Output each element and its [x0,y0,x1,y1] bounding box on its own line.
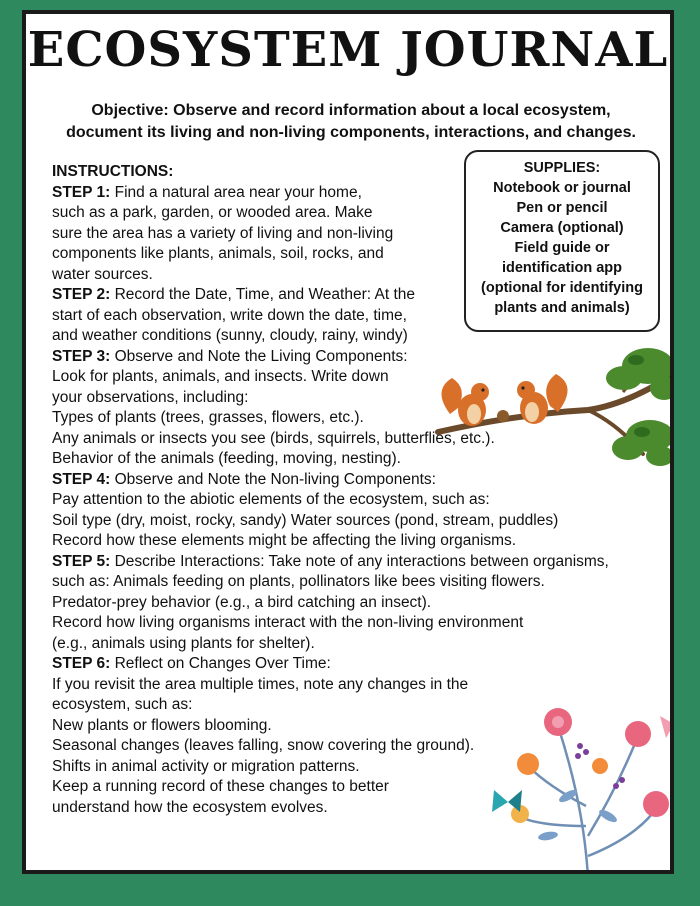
butterfly-icon [660,716,674,738]
step-text: Types of plants (trees, grasses, flowers, etc.). [52,409,364,426]
instruction-line [52,593,662,614]
step-text: Record the Date, Time, and Weather: At the [110,286,416,303]
supplies-item: plants and animals) [494,300,630,316]
step-text: Find a natural area near your home, [110,183,362,201]
step-text: (e.g., animals using plants for shelter). [52,634,315,652]
step-text: start of each observation, write down the date, time, [52,306,407,324]
acorn-icon [497,410,509,422]
instruction-line [52,531,662,552]
page-title: ECOSYSTEM JOURNAL [27,22,669,78]
step-text: Look for plants, animals, and insects. Write down [52,368,389,385]
instructions-heading: INSTRUCTIONS: [52,163,174,180]
supplies-heading: SUPPLIES: [523,160,601,176]
step-label: STEP 2: [52,286,111,303]
butterfly-icon [492,790,522,812]
step-label: STEP 4: [52,470,111,488]
objective-line: document its living and non-living components, interactions, and changes. [66,124,636,141]
step-text: Soil type (dry, moist, rocky, sandy) Water sources (pond, stream, puddles) [52,511,559,529]
step-text: your observations, including: [52,388,249,406]
supplies-item: Notebook or journal [493,180,631,196]
step-text: Record how these elements might be affecting the living organisms. [52,532,517,549]
step-label: STEP 1: [52,183,111,201]
objective-text [46,100,656,144]
supplies-item: Field guide or [514,240,610,256]
supplies-item: Camera (optional) [500,220,624,236]
step-text: understand how the ecosystem evolves. [52,798,328,816]
step-text: Describe Interactions: Take note of any interactions between organisms, [110,552,609,570]
step-text: components like plants, animals, soil, rocks, and [52,245,384,262]
step-text: If you revisit the area multiple times, note any changes in the [52,675,469,693]
step-text: Predator-prey behavior (e.g., a bird catching an insect). [52,593,432,611]
step-text: sure the area has a variety of living and non-living [52,224,394,242]
supplies-item: identification app [501,260,623,276]
step-line [52,654,662,675]
supplies-box [464,150,660,332]
instruction-line [52,613,662,634]
step-line [52,552,662,573]
step-text: Record how living organisms interact with the non-living environment [52,614,524,631]
instruction-line [52,634,662,655]
supplies-item: Pen or pencil [516,200,608,216]
step-text: and weather conditions (sunny, cloudy, rainy, windy) [52,327,408,344]
squirrel-left-icon [441,378,489,426]
step-text: ecosystem, such as: [52,696,193,713]
step-text: Any animals or insects you see (birds, squirrels, butterflies, etc.). [52,429,495,447]
step-text: water sources. [52,265,153,283]
squirrels-on-branch-illustration [428,344,674,484]
step-label: STEP 3: [52,347,111,365]
step-text: Shifts in animal activity or migration patterns. [52,757,360,775]
step-text: Seasonal changes (leaves falling, snow covering the ground). [52,737,475,754]
step-text: Reflect on Changes Over Time: [110,655,331,672]
step-text: Behavior of the animals (feeding, moving, nesting). [52,450,401,467]
instruction-line [52,511,662,532]
step-label: STEP 5: [52,552,111,570]
step-text: Observe and Note the Living Components: [110,347,408,365]
step-text: Pay attention to the abiotic elements of the ecosystem, such as: [52,491,490,508]
journal-sheet [22,10,674,874]
instruction-line [52,490,662,511]
step-text: such as a park, garden, or wooded area. Make [52,204,373,221]
step-text: New plants or flowers blooming. [52,716,272,734]
instruction-line [52,572,662,593]
objective-line: Objective: Observe and record information about a local ecosystem, [91,102,611,119]
step-text: Keep a running record of these changes to better [52,778,389,795]
squirrel-right-icon [517,374,568,424]
step-text: Observe and Note the Non-living Components: [110,470,436,488]
flowers-butterflies-illustration [488,686,674,874]
step-label: STEP 6: [52,655,111,672]
supplies-item: (optional for identifying [481,280,643,296]
step-text: such as: Animals feeding on plants, pollinators like bees visiting flowers. [52,573,545,590]
